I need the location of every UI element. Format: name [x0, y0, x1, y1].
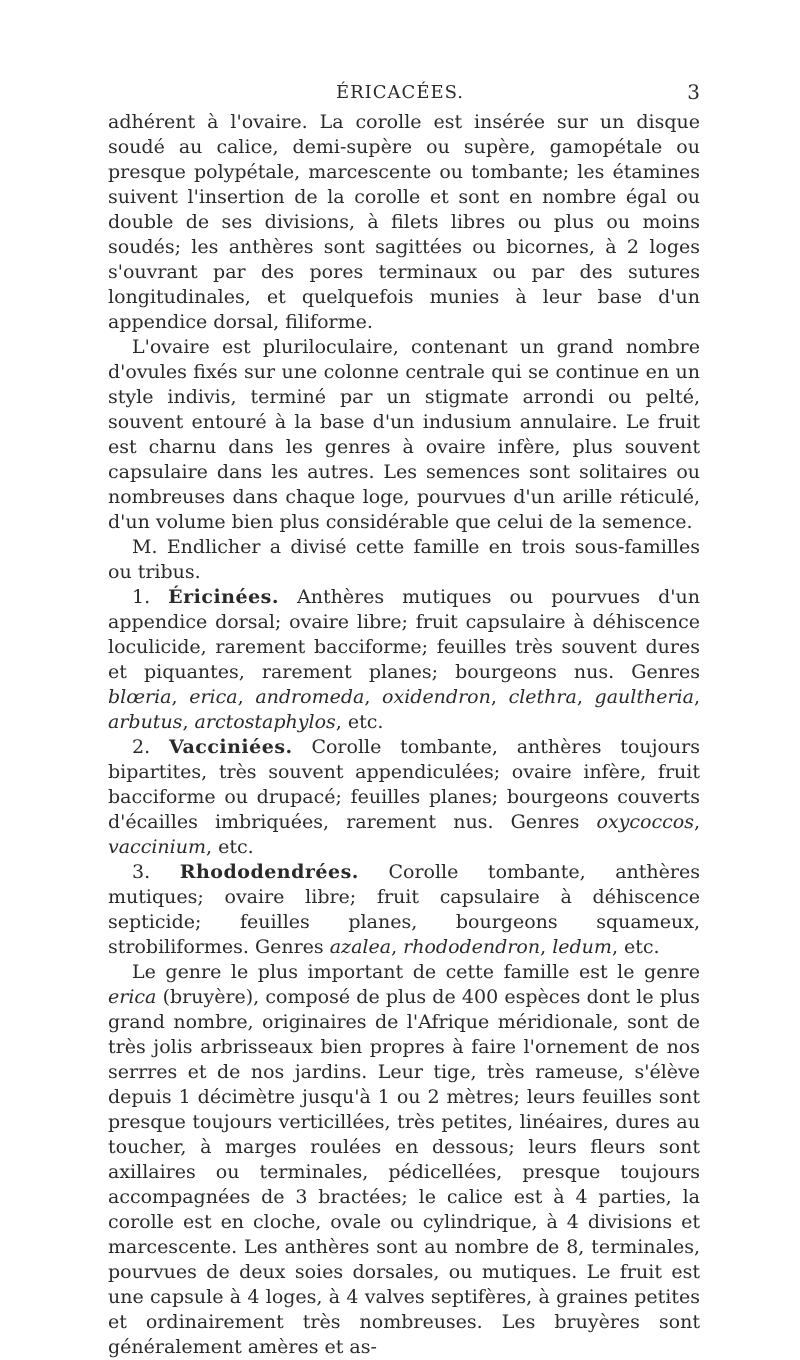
genus-name: blœria	[108, 686, 172, 708]
running-header	[100, 78, 700, 108]
genus-name: oxidendron	[382, 686, 491, 708]
etc: , etc.	[335, 711, 384, 733]
tribe-name: Éricinées.	[168, 586, 279, 608]
tribe-number: 2.	[132, 736, 151, 758]
tribe-description: Corolle tombante, anthères toujours bipartites, très souvent appendiculées; ovaire infère, fruit bacciforme ou drupacé; feuilles planes; bourgeons couverts d'écailles imbriquées, rarement nus. Genres	[108, 736, 700, 833]
tribe-name: Rhododendrées.	[179, 861, 359, 883]
tribe-name: Vacciniées.	[168, 736, 293, 758]
paragraph-genus-erica	[108, 960, 700, 1360]
tribe-number: 1.	[132, 586, 151, 608]
genus-name: erica	[108, 986, 157, 1008]
paragraph-ovary: L'ovaire est pluriloculaire, contenant un grand nombre d'ovules fixés sur une colonne centrale qui se continue en un style indivis, terminé par un stigmate arrondi ou pelté, souvent entouré à la base d'un indusium annulaire. Le fruit est charnu dans les genres à ovaire infère, plus souvent capsulaire dans les autres. Les semences sont solitaires ou nombreuses dans chaque loge, pourvues d'un arille réticulé, d'un volume bien plus considérable que celui de la semence.	[108, 336, 700, 533]
genus-name: gaultheria	[594, 686, 694, 708]
paragraph-tribes-intro: M. Endlicher a divisé cette famille en trois sous-familles ou tribus.	[108, 536, 700, 583]
paragraph-tribe-vacciniees: 2. Vacciniées. Corolle tombante, anthères toujours bipartites, très souvent appendiculées; ovaire infère, fruit bacciforme ou drupacé; feuilles planes; bourgeons couverts d'écailles imbriquées, rarement nus. Genres oxycoccos, vaccinium, etc.	[108, 736, 700, 858]
tribe-description: Corolle tombante, anthères mutiques; ovaire libre; fruit capsulaire à déhiscence septicide; feuilles planes, bourgeons squameux, strobiliformes. Genres	[108, 861, 700, 958]
paragraph-text: (bruyère), composé de plus de 400 espèces dont le plus grand nombre, originaires de l'Afrique méridionale, sont de très jolis arbrisseaux bien propres à faire l'ornement de nos serrres et de nos jardins. Leur tige, très rameuse, s'élève depuis 1 décimètre jusqu'à 1 ou 2 mètres; leurs feuilles sont presque toujours verticillées, très petites, linéaires, dures au toucher, à marges roulées en dessous; leurs fleurs sont axillaires ou terminales, pédicellées, presque toujours accompagnées de 3 bractées; le calice est à 4 parties, la corolle est en cloche, ovale ou cylindrique, à 4 divisions et marcescente. Les anthères sont au nombre de 8, terminales, pourvues de deux soies dorsales, ou mutiques. Le fruit est une capsule à 4 loges, à 4 valves septifères, à graines petites et ordinairement très nombreuses. Les bruyères sont généralement amères et as-	[108, 986, 700, 1358]
genus-name: azalea	[329, 936, 392, 958]
genus-name: ledum	[552, 936, 612, 958]
page-number: 3	[687, 80, 700, 104]
genus-name: rhododendron	[403, 936, 541, 958]
tribe-description: Anthères mutiques ou pourvues d'un appendice dorsal; ovaire libre; fruit capsulaire à déhiscence loculicide, rarement bacciforme; feuilles très souvent dures et piquantes, rarement planes; bourgeons nus. Genres	[108, 586, 700, 683]
paragraph-text: Le genre le plus important de cette famille est le genre	[132, 961, 700, 983]
genus-name: erica	[189, 686, 238, 708]
genus-name: vaccinium	[108, 836, 206, 858]
genus-name: andromeda	[255, 686, 365, 708]
genus-name: oxycoccos	[596, 811, 694, 833]
tribe-number: 3.	[132, 861, 151, 883]
header-title: ÉRICACÉES.	[335, 82, 465, 103]
genus-name: clethra	[508, 686, 577, 708]
paragraph-tribe-rhododendrees: 3. Rhododendrées. Corolle tombante, anthères mutiques; ovaire libre; fruit capsulaire à déhiscence septicide; feuilles planes, bourgeons squameux, strobiliformes. Genres azalea, rhododendron, ledum, etc.	[108, 861, 700, 958]
body-text	[108, 110, 700, 1360]
paragraph-tribe-ericinees: 1. Éricinées. Anthères mutiques ou pourvues d'un appendice dorsal; ovaire libre; fruit capsulaire à déhiscence loculicide, rarement bacciforme; feuilles très souvent dures et piquantes, rarement planes; bourgeons nus. Genres blœria, erica, andromeda, oxidendron, clethra, gaultheria, arbutus, arctostaphylos, etc.	[108, 586, 700, 733]
etc: , etc.	[611, 936, 660, 958]
paragraph-continuation: adhérent à l'ovaire. La corolle est insérée sur un disque soudé au calice, demi-supère ou supère, gamopétale ou presque polypétale, marcescente ou tombante; les étamines suivent l'insertion de la corolle et sont en nombre égal ou double de ses divisions, à filets libres ou plus ou moins soudés; les anthères sont sagittées ou bicornes, à 2 loges s'ouvrant par des pores terminaux ou par des sutures longitudinales, et quelquefois munies à leur base d'un appendice dorsal, filiforme.	[108, 111, 700, 333]
genus-name: arctostaphylos	[194, 711, 336, 733]
etc: , etc.	[206, 836, 254, 858]
genus-name: arbutus	[108, 711, 183, 733]
